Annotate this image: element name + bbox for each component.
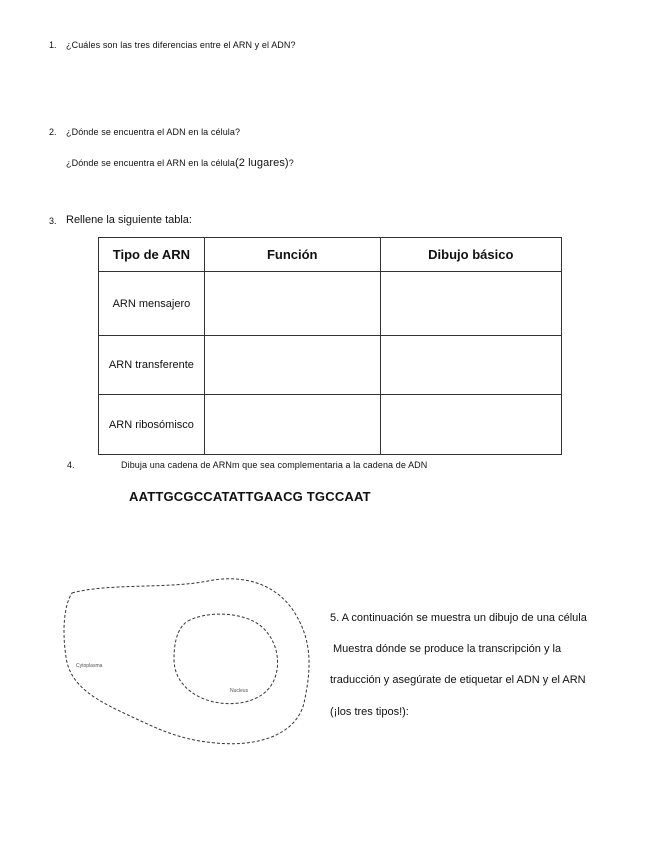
header-basic-drawing: Dibujo básico <box>380 238 561 272</box>
q2-subquestion <box>66 157 294 169</box>
header-rna-type: Tipo de ARN <box>99 238 205 272</box>
table-header-row <box>99 238 562 272</box>
q1-text: ¿Cuáles son las tres diferencias entre el ARN y el ADN? <box>66 40 296 50</box>
row-label-trna: ARN transferente <box>99 336 205 395</box>
rna-table <box>98 237 562 455</box>
q5-line3: traducción y asegúrate de etiquetar el ADN y el ARN <box>330 674 586 686</box>
q2-sub-end: ? <box>288 158 294 168</box>
cell-drawing <box>58 575 320 750</box>
q2-number: 2. <box>49 127 57 137</box>
cell-drawing-mrna[interactable] <box>380 272 561 336</box>
q3-number: 3. <box>49 216 57 226</box>
header-function: Función <box>204 238 380 272</box>
cell-drawing-trna[interactable] <box>380 336 561 395</box>
q2-sub-text: ¿Dónde se encuentra el ARN en la célula <box>66 158 235 168</box>
q5-line1: 5. A continuación se muestra un dibujo de una célula <box>330 612 587 624</box>
q5-line2: Muestra dónde se produce la transcripción y la <box>333 643 562 655</box>
cytoplasm-label: Cytoplasma <box>76 663 103 669</box>
row-label-rrna: ARN ribosómisco <box>99 395 205 455</box>
q4-text: Dibuja una cadena de ARNm que sea complementaria a la cadena de ADN <box>121 460 428 470</box>
q3-text: Rellene la siguiente tabla: <box>66 214 192 226</box>
q4-number: 4. <box>67 460 75 470</box>
cell-function-rrna[interactable] <box>204 395 380 455</box>
q5-line4: (¡los tres tipos!): <box>330 706 409 718</box>
dna-sequence: AATTGCGCCATATTGAACG TGCCAAT <box>129 489 371 504</box>
q2-sub-emphasis: (2 lugares) <box>235 157 289 169</box>
table-row <box>99 395 562 455</box>
nucleus-membrane <box>174 614 278 704</box>
cell-membrane <box>64 579 309 744</box>
q2-text: ¿Dónde se encuentra el ADN en la célula? <box>66 127 241 137</box>
table-row <box>99 272 562 336</box>
row-label-mrna: ARN mensajero <box>99 272 205 336</box>
q1-number: 1. <box>49 40 57 50</box>
nucleus-label: Nucleus <box>230 688 249 694</box>
cell-function-mrna[interactable] <box>204 272 380 336</box>
cell-function-trna[interactable] <box>204 336 380 395</box>
table-row <box>99 336 562 395</box>
cell-drawing-rrna[interactable] <box>380 395 561 455</box>
